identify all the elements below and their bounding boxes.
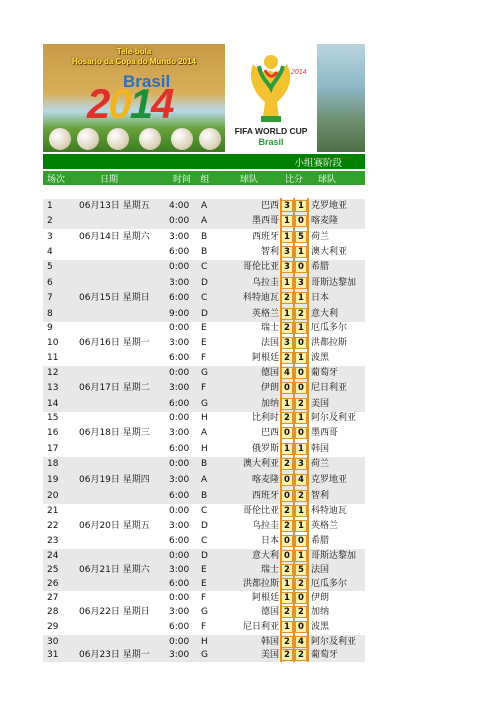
away-team: 墨西哥 bbox=[311, 428, 339, 438]
match-row bbox=[43, 606, 365, 618]
away-team: 荷兰 bbox=[311, 232, 330, 242]
match-time: 0:00 bbox=[169, 459, 190, 469]
home-score: 0 bbox=[281, 382, 293, 394]
match-time: 3:00 bbox=[169, 475, 190, 485]
header-home-team: 球队 bbox=[239, 175, 258, 185]
match-group: B bbox=[201, 459, 208, 469]
match-time: 0:00 bbox=[169, 413, 190, 423]
home-team: 瑞士 bbox=[260, 323, 279, 333]
match-number: 22 bbox=[47, 521, 59, 531]
match-number: 9 bbox=[47, 323, 53, 333]
home-score: 2 bbox=[281, 520, 293, 532]
away-team: 克罗地亚 bbox=[311, 475, 348, 485]
match-row bbox=[43, 352, 365, 365]
match-date: 06月15日 星期日 bbox=[79, 293, 150, 303]
match-group: H bbox=[201, 637, 208, 647]
away-team: 法国 bbox=[311, 565, 330, 575]
match-date: 06月17日 星期二 bbox=[79, 383, 150, 393]
match-time: 0:00 bbox=[169, 593, 190, 603]
match-number: 28 bbox=[47, 607, 59, 617]
home-team: 西班牙 bbox=[251, 491, 279, 501]
away-team: 希腊 bbox=[311, 262, 330, 272]
home-score: 1 bbox=[281, 215, 293, 227]
match-group: E bbox=[201, 338, 207, 348]
match-time: 6:00 bbox=[169, 536, 190, 546]
match-date: 06月21日 星期六 bbox=[79, 565, 150, 575]
match-row bbox=[43, 200, 365, 213]
home-team: 科特迪瓦 bbox=[242, 293, 279, 303]
away-score: 0 bbox=[295, 215, 307, 227]
away-score: 3 bbox=[295, 277, 307, 289]
match-row bbox=[43, 505, 365, 518]
match-time: 6:00 bbox=[169, 444, 190, 454]
home-team: 洪都拉斯 bbox=[242, 579, 279, 589]
match-group: A bbox=[201, 428, 208, 438]
match-row bbox=[43, 550, 365, 563]
home-team: 俄罗斯 bbox=[251, 444, 279, 454]
home-score: 1 bbox=[281, 443, 293, 455]
match-number: 3 bbox=[47, 232, 53, 242]
away-team: 荷兰 bbox=[311, 459, 330, 469]
stage-title-bar bbox=[43, 154, 365, 169]
home-score: 2 bbox=[281, 292, 293, 304]
match-number: 21 bbox=[47, 506, 59, 516]
away-team: 波黑 bbox=[311, 353, 330, 363]
match-group: D bbox=[201, 278, 208, 288]
match-number: 29 bbox=[47, 622, 59, 632]
match-row bbox=[43, 412, 365, 425]
home-team: 巴西 bbox=[260, 428, 279, 438]
header-away-team: 球队 bbox=[317, 175, 336, 185]
match-time: 6:00 bbox=[169, 353, 190, 363]
home-score: 4 bbox=[281, 367, 293, 379]
home-score: 0 bbox=[281, 490, 293, 502]
home-team: 澳大利亚 bbox=[242, 459, 279, 469]
match-group: F bbox=[201, 622, 207, 632]
match-number: 26 bbox=[47, 579, 59, 589]
home-team: 英格兰 bbox=[251, 309, 279, 319]
away-team: 葡萄牙 bbox=[311, 368, 339, 378]
home-team: 日本 bbox=[260, 536, 279, 546]
match-time: 6:00 bbox=[169, 579, 190, 589]
match-time: 0:00 bbox=[169, 216, 190, 226]
match-group: B bbox=[201, 232, 208, 242]
match-group: C bbox=[201, 262, 208, 272]
home-score: 0 bbox=[281, 474, 293, 486]
match-row bbox=[43, 261, 365, 274]
match-row bbox=[43, 443, 365, 456]
match-group: C bbox=[201, 506, 208, 516]
world-cup-emblem-panel bbox=[225, 44, 317, 152]
match-time: 6:00 bbox=[169, 622, 190, 632]
match-row bbox=[43, 578, 365, 590]
home-team: 瑞士 bbox=[260, 565, 279, 575]
away-score: 1 bbox=[295, 412, 307, 424]
away-team: 厄瓜多尔 bbox=[311, 579, 348, 589]
home-team: 阿根廷 bbox=[251, 593, 279, 603]
home-score: 1 bbox=[281, 398, 293, 410]
match-date: 06月23日 星期一 bbox=[79, 650, 150, 660]
match-row bbox=[43, 215, 365, 228]
away-score: 1 bbox=[295, 443, 307, 455]
away-team: 尼日利亚 bbox=[311, 383, 348, 393]
match-group: B bbox=[201, 491, 208, 501]
home-score: 0 bbox=[281, 535, 293, 547]
table-header bbox=[43, 170, 365, 185]
brasil-label: Brasil bbox=[258, 137, 284, 147]
away-score: 2 bbox=[295, 490, 307, 502]
home-score: 1 bbox=[281, 592, 293, 604]
stage-title: 小组赛阶段 bbox=[294, 158, 342, 169]
match-group: D bbox=[201, 551, 208, 561]
match-row bbox=[43, 649, 365, 661]
match-number: 12 bbox=[47, 368, 59, 378]
away-team: 阿尔及利亚 bbox=[311, 637, 357, 647]
away-score: 1 bbox=[295, 246, 307, 258]
match-date: 06月14日 星期六 bbox=[79, 232, 150, 242]
match-time: 3:00 bbox=[169, 650, 190, 660]
match-number: 19 bbox=[47, 475, 59, 485]
match-row bbox=[43, 490, 365, 503]
home-team: 哥伦比亚 bbox=[242, 262, 279, 272]
match-row bbox=[43, 292, 365, 305]
away-team: 葡萄牙 bbox=[311, 650, 339, 660]
match-time: 0:00 bbox=[169, 262, 190, 272]
home-score: 2 bbox=[281, 352, 293, 364]
match-row bbox=[43, 427, 365, 440]
year-logo: 2014 bbox=[87, 80, 173, 127]
home-score: 2 bbox=[281, 458, 293, 470]
home-team: 乌拉圭 bbox=[251, 521, 279, 531]
match-group: E bbox=[201, 565, 207, 575]
header-date: 日期 bbox=[99, 175, 118, 185]
home-team: 阿根廷 bbox=[251, 353, 279, 363]
match-row bbox=[43, 621, 365, 633]
away-score: 0 bbox=[295, 535, 307, 547]
away-team: 阿尔及利亚 bbox=[311, 413, 357, 423]
header-time: 时间 bbox=[172, 175, 191, 185]
home-score: 1 bbox=[281, 621, 293, 633]
banner-title-line2: Hosario da Copa do Mundo 2014 bbox=[71, 57, 196, 66]
away-team: 美国 bbox=[311, 399, 330, 409]
match-group: C bbox=[201, 536, 208, 546]
match-group: A bbox=[201, 201, 208, 211]
away-score: 2 bbox=[295, 398, 307, 410]
home-score: 3 bbox=[281, 246, 293, 258]
match-time: 0:00 bbox=[169, 368, 190, 378]
match-time: 3:00 bbox=[169, 521, 190, 531]
away-score: 0 bbox=[295, 367, 307, 379]
away-team: 科特迪瓦 bbox=[311, 506, 348, 516]
match-row bbox=[43, 231, 365, 244]
home-score: 1 bbox=[281, 277, 293, 289]
home-team: 韩国 bbox=[260, 637, 279, 647]
away-score: 1 bbox=[295, 505, 307, 517]
match-time: 0:00 bbox=[169, 551, 190, 561]
home-team: 比利时 bbox=[251, 413, 279, 423]
match-row bbox=[43, 458, 365, 471]
match-time: 6:00 bbox=[169, 293, 190, 303]
match-group: A bbox=[201, 475, 208, 485]
away-team: 希腊 bbox=[311, 536, 330, 546]
header-group: 组 bbox=[200, 175, 210, 185]
match-time: 0:00 bbox=[169, 323, 190, 333]
footballs-decoration bbox=[43, 128, 225, 152]
match-row bbox=[43, 592, 365, 604]
match-group: E bbox=[201, 579, 207, 589]
home-score: 2 bbox=[281, 322, 293, 334]
home-team: 喀麦隆 bbox=[251, 475, 279, 485]
match-row bbox=[43, 367, 365, 380]
match-number: 7 bbox=[47, 293, 53, 303]
away-team: 日本 bbox=[311, 293, 330, 303]
match-group: E bbox=[201, 323, 207, 333]
away-score: 3 bbox=[295, 458, 307, 470]
away-score: 1 bbox=[295, 200, 307, 212]
home-score: 2 bbox=[281, 564, 293, 576]
match-group: H bbox=[201, 444, 208, 454]
match-time: 6:00 bbox=[169, 491, 190, 501]
match-group: H bbox=[201, 413, 208, 423]
match-group: F bbox=[201, 353, 207, 363]
away-score: 1 bbox=[295, 520, 307, 532]
match-number: 17 bbox=[47, 444, 59, 454]
match-row bbox=[43, 520, 365, 533]
match-group: B bbox=[201, 247, 208, 257]
away-score: 2 bbox=[295, 578, 307, 590]
match-row bbox=[43, 564, 365, 576]
away-score: 1 bbox=[295, 292, 307, 304]
match-number: 11 bbox=[47, 353, 59, 363]
home-score: 2 bbox=[281, 649, 293, 661]
home-team: 乌拉圭 bbox=[251, 278, 279, 288]
match-number: 20 bbox=[47, 491, 59, 501]
match-time: 3:00 bbox=[169, 232, 190, 242]
home-score: 3 bbox=[281, 337, 293, 349]
match-row bbox=[43, 398, 365, 411]
match-number: 27 bbox=[47, 593, 59, 603]
match-time: 3:00 bbox=[169, 383, 190, 393]
home-team: 意大利 bbox=[251, 551, 279, 561]
home-team: 智利 bbox=[260, 247, 279, 257]
match-time: 3:00 bbox=[169, 278, 190, 288]
home-score: 3 bbox=[281, 261, 293, 273]
match-number: 1 bbox=[47, 201, 53, 211]
match-time: 3:00 bbox=[169, 607, 190, 617]
home-score: 1 bbox=[281, 578, 293, 590]
match-number: 31 bbox=[47, 650, 59, 660]
away-score: 1 bbox=[295, 352, 307, 364]
away-team: 韩国 bbox=[311, 444, 330, 454]
away-team: 英格兰 bbox=[311, 521, 339, 531]
brasil-2014-logo-panel bbox=[43, 44, 225, 152]
match-time: 6:00 bbox=[169, 399, 190, 409]
home-team: 尼日利亚 bbox=[242, 622, 279, 632]
match-row bbox=[43, 322, 365, 335]
match-time: 9:00 bbox=[169, 309, 190, 319]
match-number: 13 bbox=[47, 383, 59, 393]
home-team: 法国 bbox=[260, 338, 279, 348]
away-team: 克罗地亚 bbox=[311, 201, 348, 211]
home-team: 伊朗 bbox=[260, 383, 279, 393]
header-score: 比分 bbox=[284, 175, 303, 185]
match-number: 6 bbox=[47, 278, 53, 288]
away-score: 0 bbox=[295, 621, 307, 633]
match-row bbox=[43, 382, 365, 395]
away-score: 4 bbox=[295, 474, 307, 486]
header-banner bbox=[43, 44, 365, 152]
match-number: 14 bbox=[47, 399, 59, 409]
match-time: 0:00 bbox=[169, 637, 190, 647]
away-score: 0 bbox=[295, 592, 307, 604]
away-team: 意大利 bbox=[311, 309, 339, 319]
match-group: G bbox=[201, 399, 208, 409]
match-group: A bbox=[201, 216, 208, 226]
away-team: 伊朗 bbox=[311, 593, 330, 603]
brasil-wordmark: Brasil bbox=[123, 72, 171, 91]
home-score: 2 bbox=[281, 412, 293, 424]
match-number: 18 bbox=[47, 459, 59, 469]
match-group: D bbox=[201, 309, 208, 319]
rio-landscape-photo bbox=[317, 44, 365, 152]
home-score: 2 bbox=[281, 505, 293, 517]
match-date: 06月22日 星期日 bbox=[79, 607, 150, 617]
away-score: 2 bbox=[295, 649, 307, 661]
home-score: 0 bbox=[281, 427, 293, 439]
match-number: 16 bbox=[47, 428, 59, 438]
match-row bbox=[43, 277, 365, 290]
away-score: 5 bbox=[295, 231, 307, 243]
home-score: 1 bbox=[281, 308, 293, 320]
match-number: 4 bbox=[47, 247, 53, 257]
banner-title-line1: Tele-bola bbox=[116, 47, 152, 56]
home-score: 0 bbox=[281, 550, 293, 562]
home-team: 德国 bbox=[260, 607, 279, 617]
away-score: 0 bbox=[295, 337, 307, 349]
away-team: 洪都拉斯 bbox=[311, 338, 348, 348]
match-group: C bbox=[201, 293, 208, 303]
match-number: 8 bbox=[47, 309, 53, 319]
home-team: 巴西 bbox=[260, 201, 279, 211]
away-score: 4 bbox=[295, 636, 307, 648]
away-team: 澳大利亚 bbox=[311, 247, 348, 257]
away-team: 加纳 bbox=[311, 607, 330, 617]
match-row bbox=[43, 337, 365, 350]
match-number: 10 bbox=[47, 338, 59, 348]
match-number: 25 bbox=[47, 565, 59, 575]
match-number: 2 bbox=[47, 216, 53, 226]
match-number: 30 bbox=[47, 637, 59, 647]
match-number: 5 bbox=[47, 262, 53, 272]
home-team: 加纳 bbox=[260, 399, 279, 409]
away-score: 2 bbox=[295, 308, 307, 320]
away-score: 0 bbox=[295, 427, 307, 439]
match-number: 15 bbox=[47, 413, 59, 423]
match-time: 3:00 bbox=[169, 565, 190, 575]
match-row bbox=[43, 308, 365, 321]
match-date: 06月20日 星期五 bbox=[79, 521, 150, 531]
away-score: 0 bbox=[295, 382, 307, 394]
home-team: 美国 bbox=[260, 650, 279, 660]
match-row bbox=[43, 535, 365, 548]
away-team: 厄瓜多尔 bbox=[311, 323, 348, 333]
match-number: 24 bbox=[47, 551, 59, 561]
away-team: 喀麦隆 bbox=[311, 216, 339, 226]
home-team: 哥伦比亚 bbox=[242, 506, 279, 516]
away-score: 5 bbox=[295, 564, 307, 576]
match-group: G bbox=[201, 607, 208, 617]
match-group: D bbox=[201, 521, 208, 531]
header-match-no: 场次 bbox=[46, 175, 65, 185]
match-time: 6:00 bbox=[169, 247, 190, 257]
home-score: 2 bbox=[281, 636, 293, 648]
away-score: 2 bbox=[295, 606, 307, 618]
match-group: G bbox=[201, 650, 208, 660]
match-group: F bbox=[201, 593, 207, 603]
home-score: 1 bbox=[281, 231, 293, 243]
away-score: 1 bbox=[295, 550, 307, 562]
match-time: 4:00 bbox=[169, 201, 190, 211]
away-team: 智利 bbox=[311, 491, 330, 501]
match-date: 06月13日 星期五 bbox=[79, 201, 150, 211]
svg-text:2014: 2014 bbox=[291, 69, 307, 76]
match-row bbox=[43, 474, 365, 487]
home-score: 2 bbox=[281, 606, 293, 618]
away-team: 哥斯达黎加 bbox=[311, 278, 357, 288]
match-date: 06月18日 星期三 bbox=[79, 428, 150, 438]
match-time: 0:00 bbox=[169, 506, 190, 516]
match-row bbox=[43, 636, 365, 648]
home-team: 德国 bbox=[260, 368, 279, 378]
match-date: 06月19日 星期四 bbox=[79, 475, 150, 485]
match-time: 3:00 bbox=[169, 428, 190, 438]
match-group: F bbox=[201, 383, 207, 393]
away-team: 哥斯达黎加 bbox=[311, 551, 357, 561]
match-row bbox=[43, 246, 365, 259]
home-team: 墨西哥 bbox=[251, 216, 279, 226]
match-number: 23 bbox=[47, 536, 59, 546]
away-score: 0 bbox=[295, 261, 307, 273]
match-time: 3:00 bbox=[169, 338, 190, 348]
fifa-world-cup-label: FIFA WORLD CUP bbox=[234, 126, 308, 136]
match-group: G bbox=[201, 368, 208, 378]
home-team: 西班牙 bbox=[251, 232, 279, 242]
match-date: 06月16日 星期一 bbox=[79, 338, 150, 348]
away-team: 波黑 bbox=[311, 622, 330, 632]
away-score: 1 bbox=[295, 322, 307, 334]
home-score: 3 bbox=[281, 200, 293, 212]
